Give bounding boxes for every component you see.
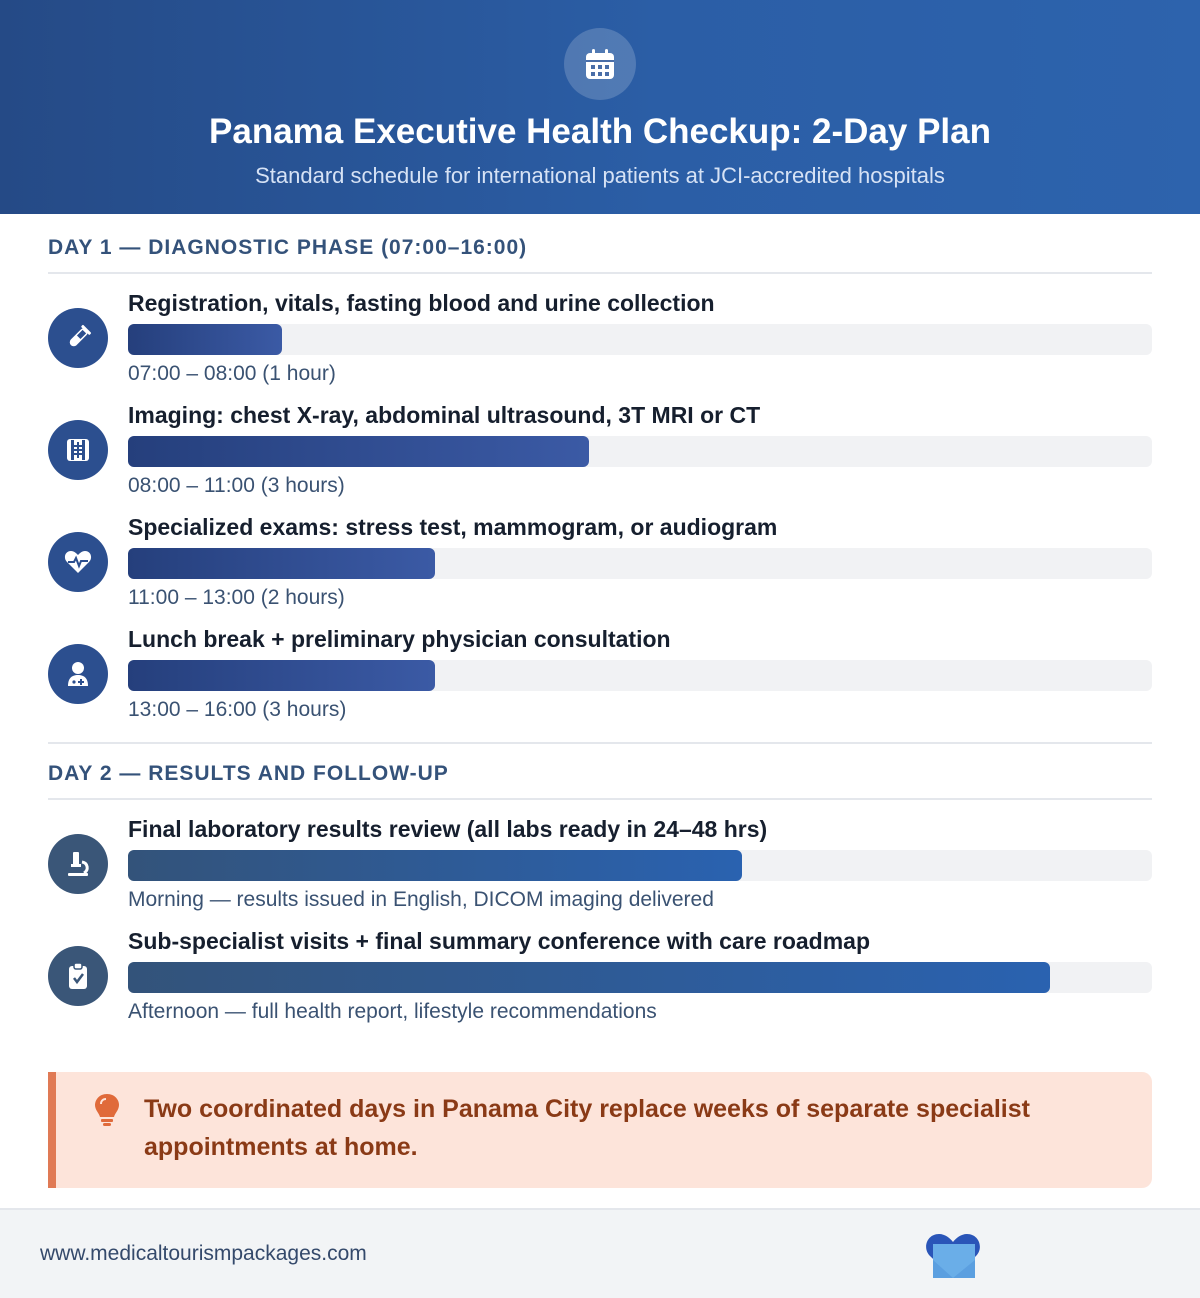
calendar-icon xyxy=(564,28,636,100)
lightbulb-icon xyxy=(92,1092,122,1128)
item-time: Morning — results issued in English, DICOM imaging delivered xyxy=(128,888,714,911)
footer xyxy=(0,1208,1200,1298)
doctor-icon xyxy=(48,644,108,704)
item-time: 11:00 – 13:00 (2 hours) xyxy=(128,586,345,609)
duration-fill xyxy=(128,660,435,691)
heart-pulse-icon xyxy=(48,532,108,592)
schedule-item xyxy=(48,290,1152,390)
item-time: 07:00 – 08:00 (1 hour) xyxy=(128,362,336,385)
item-time: Afternoon — full health report, lifestyle recommendations xyxy=(128,1000,657,1023)
page-subtitle: Standard schedule for international patients at JCI-accredited hospitals xyxy=(255,163,945,188)
item-label: Lunch break + preliminary physician consultation xyxy=(128,626,671,652)
heart-logo-icon xyxy=(924,1230,982,1282)
schedule-item xyxy=(48,816,1152,916)
section-divider xyxy=(48,742,1152,744)
duration-bar xyxy=(128,436,1152,467)
duration-bar xyxy=(128,850,1152,881)
day1-heading: DAY 1 — DIAGNOSTIC PHASE (07:00–16:00) xyxy=(48,236,1152,274)
test-tube-icon xyxy=(48,308,108,368)
duration-bar xyxy=(128,660,1152,691)
key-takeaway-callout xyxy=(48,1072,1152,1188)
x-ray-icon xyxy=(48,420,108,480)
clipboard-check-icon xyxy=(48,946,108,1006)
item-label: Sub-specialist visits + final summary conference with care roadmap xyxy=(128,928,871,954)
item-time: 08:00 – 11:00 (3 hours) xyxy=(128,474,345,497)
day2-heading: DAY 2 — RESULTS AND FOLLOW-UP xyxy=(48,762,1152,800)
schedule-item xyxy=(48,402,1152,502)
duration-fill xyxy=(128,436,589,467)
duration-bar xyxy=(128,962,1152,993)
duration-fill xyxy=(128,962,1050,993)
duration-fill xyxy=(128,548,435,579)
duration-bar xyxy=(128,548,1152,579)
duration-bar xyxy=(128,324,1152,355)
schedule-item xyxy=(48,928,1152,1028)
callout-text: Two coordinated days in Panama City replace weeks of separate specialist appointments at home. xyxy=(144,1095,1030,1161)
microscope-icon xyxy=(48,834,108,894)
duration-fill xyxy=(128,324,282,355)
schedule-item xyxy=(48,626,1152,726)
duration-fill xyxy=(128,850,742,881)
page-title: Panama Executive Health Checkup: 2-Day Plan xyxy=(209,112,991,151)
item-label: Specialized exams: stress test, mammogram, or audiogram xyxy=(128,514,778,540)
item-label: Registration, vitals, fasting blood and urine collection xyxy=(128,290,715,316)
footer-url[interactable]: www.medicaltourismpackages.com xyxy=(40,1242,367,1265)
header-banner xyxy=(0,0,1200,214)
item-label: Final laboratory results review (all labs ready in 24–48 hrs) xyxy=(128,816,768,842)
schedule-item xyxy=(48,514,1152,614)
item-label: Imaging: chest X-ray, abdominal ultrasound, 3T MRI or CT xyxy=(128,402,761,428)
item-time: 13:00 – 16:00 (3 hours) xyxy=(128,698,347,721)
